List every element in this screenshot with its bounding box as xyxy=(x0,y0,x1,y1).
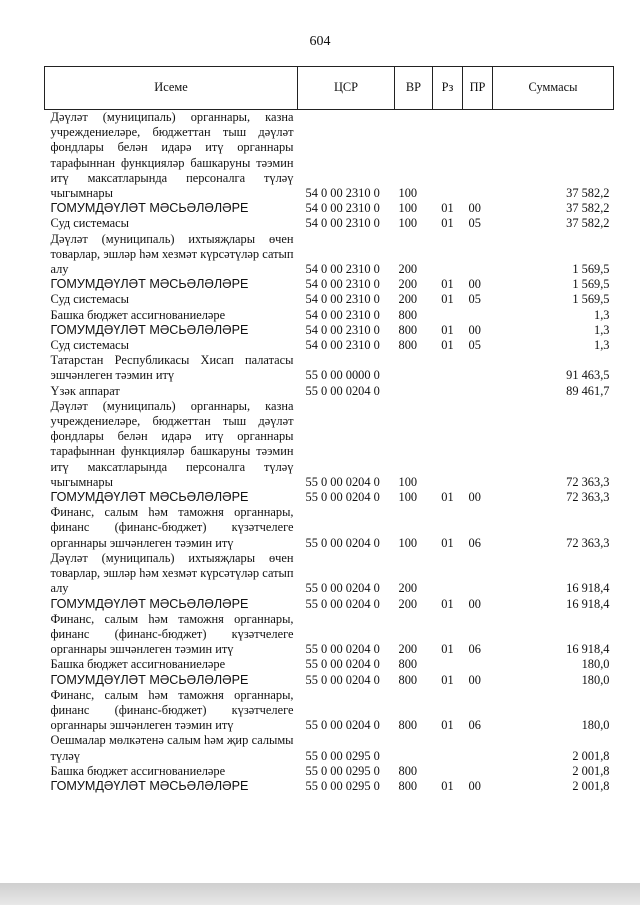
cell-sum: 180,0 xyxy=(581,672,610,687)
cell-vr: 100 xyxy=(398,474,418,489)
cell-name: Финанс, салым һәм таможня органнары, финанс (финанс-бюджет) күзәтчелеге органнары эшчәнлеген тәэмин итү xyxy=(50,505,294,550)
cell-csr: 54 0 00 2310 0 xyxy=(305,216,380,231)
cell-rz xyxy=(433,551,463,597)
cell-rz: 01 xyxy=(441,596,454,611)
cell-vr: 200 xyxy=(398,292,418,307)
cell-rz: 01 xyxy=(441,778,454,793)
table-row xyxy=(45,201,614,216)
table-row xyxy=(45,292,614,307)
cell-sum: 37 582,2 xyxy=(566,201,610,216)
cell-name: ГОМУМДӘҮЛӘТ МӘСЬӘЛӘЛӘРЕ xyxy=(50,277,249,292)
cell-pr: 05 xyxy=(468,292,481,307)
cell-sum: 1 569,5 xyxy=(572,262,610,277)
cell-name: Татарстан Республикасы Хисап палатасы эшчәнлеген тәэмин итү xyxy=(50,353,294,383)
cell-rz xyxy=(433,733,463,763)
cell-vr: 200 xyxy=(398,277,418,292)
cell-name: Суд системасы xyxy=(50,216,129,231)
table-body xyxy=(45,110,614,795)
cell-vr xyxy=(395,384,433,399)
cell-sum: 1,3 xyxy=(594,322,610,337)
cell-csr: 54 0 00 2310 0 xyxy=(305,186,380,201)
cell-csr: 54 0 00 2310 0 xyxy=(305,277,380,292)
cell-sum: 16 918,4 xyxy=(566,596,610,611)
cell-rz: 01 xyxy=(441,277,454,292)
cell-csr: 55 0 00 0295 0 xyxy=(305,778,380,793)
cell-sum: 180,0 xyxy=(581,657,610,672)
column-header-pr: ПР xyxy=(463,67,493,110)
table-row xyxy=(45,277,614,292)
cell-sum: 72 363,3 xyxy=(566,474,610,489)
cell-rz: 01 xyxy=(441,292,454,307)
cell-name: Башка бюджет ассигнованиеләре xyxy=(50,657,226,672)
column-header-vr: ВР xyxy=(395,67,433,110)
cell-csr: 55 0 00 0295 0 xyxy=(305,763,380,778)
scan-bottom-edge xyxy=(0,883,640,905)
cell-rz xyxy=(433,764,463,779)
cell-csr: 54 0 00 2310 0 xyxy=(305,201,380,216)
cell-vr: 800 xyxy=(398,338,418,353)
cell-vr: 200 xyxy=(398,642,418,657)
column-header-name: Исеме xyxy=(45,67,298,110)
cell-pr: 00 xyxy=(468,277,481,292)
cell-name: Үзәк аппарат xyxy=(50,383,120,398)
cell-rz: 01 xyxy=(441,672,454,687)
cell-name: Финанс, салым һәм таможня органнары, финанс (финанс-бюджет) күзәтчелеге органнары эшчәнлеген тәэмин итү xyxy=(50,687,294,733)
column-header-csr: ЦСР xyxy=(298,67,395,110)
cell-name: ГОМУМДӘҮЛӘТ МӘСЬӘЛӘЛӘРЕ xyxy=(50,490,249,505)
cell-sum: 72 363,3 xyxy=(566,490,610,505)
cell-vr: 800 xyxy=(398,322,418,337)
cell-rz: 01 xyxy=(441,216,454,231)
cell-vr: 800 xyxy=(398,778,418,793)
cell-csr: 55 0 00 0204 0 xyxy=(305,490,380,505)
cell-rz: 01 xyxy=(441,718,454,733)
cell-vr: 200 xyxy=(398,262,418,277)
cell-rz xyxy=(433,399,463,490)
table-row xyxy=(45,733,614,763)
cell-csr: 55 0 00 0204 0 xyxy=(305,596,380,611)
cell-name: Финанс, салым һәм таможня органнары, финанс (финанс-бюджет) күзәтчелеге органнары эшчәнлеген тәэмин итү xyxy=(50,611,294,657)
table-row xyxy=(45,490,614,505)
cell-name: ГОМУМДӘҮЛӘТ МӘСЬӘЛӘЛӘРЕ xyxy=(50,596,249,611)
cell-name: ГОМУМДӘҮЛӘТ МӘСЬӘЛӘЛӘРЕ xyxy=(50,672,249,687)
cell-sum: 1 569,5 xyxy=(572,292,610,307)
cell-csr: 55 0 00 0204 0 xyxy=(305,474,380,489)
cell-rz: 01 xyxy=(441,322,454,337)
table-row xyxy=(45,384,614,399)
cell-csr: 55 0 00 0204 0 xyxy=(305,383,380,398)
cell-name: Суд системасы xyxy=(50,292,129,307)
cell-sum: 37 582,2 xyxy=(566,216,610,231)
page-number: 604 xyxy=(309,34,331,49)
table-row xyxy=(45,688,614,734)
cell-csr: 55 0 00 0204 0 xyxy=(305,672,380,687)
cell-sum: 1,3 xyxy=(594,307,610,322)
cell-rz xyxy=(433,232,463,278)
cell-csr: 54 0 00 2310 0 xyxy=(305,322,380,337)
cell-csr: 55 0 00 0204 0 xyxy=(305,718,380,733)
cell-pr: 05 xyxy=(468,338,481,353)
cell-pr: 00 xyxy=(468,490,481,505)
cell-sum: 2 001,8 xyxy=(572,778,610,793)
cell-rz: 01 xyxy=(441,338,454,353)
cell-csr: 55 0 00 0204 0 xyxy=(305,581,380,596)
table-header xyxy=(45,67,614,110)
cell-name: Дәүләт (муниципаль) ихтыяҗлары өчен товарлар, эшләр һәм хезмәт күрсәтүләр сатып алу xyxy=(50,550,294,596)
table-row xyxy=(45,308,614,323)
table-row xyxy=(45,505,614,551)
cell-name: Дәүләт (муниципаль) органнары, казна учреждениеләре, бюджеттан тыш дәүләт фондлары белән идарә итү органнары тарафыннан функцияләр башкаруны тәэмин итү максатларында персоналга түләү чыгымнары xyxy=(50,110,294,201)
column-header-rz: Рз xyxy=(433,67,463,110)
table-row xyxy=(45,338,614,353)
cell-pr: 00 xyxy=(468,322,481,337)
cell-rz xyxy=(433,353,463,383)
cell-pr xyxy=(463,353,493,383)
cell-rz: 01 xyxy=(441,642,454,657)
cell-sum: 91 463,5 xyxy=(566,368,610,383)
cell-pr xyxy=(463,733,493,763)
table-row xyxy=(45,764,614,779)
cell-sum: 180,0 xyxy=(581,718,610,733)
cell-csr: 54 0 00 2310 0 xyxy=(305,262,380,277)
cell-pr xyxy=(463,384,493,399)
table-row xyxy=(45,232,614,278)
cell-sum: 1 569,5 xyxy=(572,277,610,292)
cell-pr: 00 xyxy=(468,672,481,687)
cell-pr: 06 xyxy=(468,535,481,550)
table-row xyxy=(45,551,614,597)
table-row xyxy=(45,597,614,612)
cell-pr xyxy=(463,399,493,490)
table-row xyxy=(45,673,614,688)
cell-vr: 200 xyxy=(398,581,418,596)
cell-csr: 54 0 00 2310 0 xyxy=(305,338,380,353)
cell-pr xyxy=(463,657,493,672)
cell-csr: 54 0 00 2310 0 xyxy=(305,307,380,322)
cell-sum: 16 918,4 xyxy=(566,642,610,657)
cell-vr: 800 xyxy=(398,307,418,322)
cell-vr: 800 xyxy=(398,763,418,778)
cell-csr: 55 0 00 0204 0 xyxy=(305,642,380,657)
table-row xyxy=(45,323,614,338)
cell-sum: 1,3 xyxy=(594,338,610,353)
cell-vr: 100 xyxy=(398,490,418,505)
cell-rz xyxy=(433,384,463,399)
column-header-sum: Суммасы xyxy=(493,67,614,110)
cell-pr xyxy=(463,232,493,278)
cell-sum: 16 918,4 xyxy=(566,581,610,596)
table-row xyxy=(45,216,614,231)
table-row xyxy=(45,612,614,658)
cell-sum: 2 001,8 xyxy=(572,748,610,763)
cell-csr: 55 0 00 0295 0 xyxy=(305,748,380,763)
cell-sum: 89 461,7 xyxy=(566,383,610,398)
table-row xyxy=(45,353,614,383)
cell-name: Башка бюджет ассигнованиеләре xyxy=(50,763,226,778)
cell-rz: 01 xyxy=(441,490,454,505)
table-row xyxy=(45,110,614,202)
cell-pr: 00 xyxy=(468,596,481,611)
cell-pr: 06 xyxy=(468,642,481,657)
cell-pr: 00 xyxy=(468,778,481,793)
cell-pr xyxy=(463,110,493,202)
cell-pr: 05 xyxy=(468,216,481,231)
cell-csr: 55 0 00 0000 0 xyxy=(305,368,380,383)
cell-pr xyxy=(463,551,493,597)
cell-name: Оешмалар мөлкәтенә салым һәм җир салымы түләү xyxy=(50,733,294,763)
cell-vr: 800 xyxy=(398,657,418,672)
cell-sum: 2 001,8 xyxy=(572,763,610,778)
cell-rz: 01 xyxy=(441,201,454,216)
cell-name: Суд системасы xyxy=(50,338,129,353)
cell-name: ГОМУМДӘҮЛӘТ МӘСЬӘЛӘЛӘРЕ xyxy=(50,322,249,337)
cell-name: Башка бюджет ассигнованиеләре xyxy=(50,307,226,322)
table-row xyxy=(45,779,614,794)
cell-name: Дәүләт (муниципаль) ихтыяҗлары өчен товарлар, эшләр һәм хезмәт күрсәтүләр сатып алу xyxy=(50,231,294,277)
cell-csr: 55 0 00 0204 0 xyxy=(305,535,380,550)
cell-pr: 06 xyxy=(468,718,481,733)
budget-table xyxy=(44,66,614,794)
table-row xyxy=(45,399,614,490)
cell-vr: 100 xyxy=(398,186,418,201)
cell-sum: 37 582,2 xyxy=(566,186,610,201)
cell-rz xyxy=(433,110,463,202)
cell-vr: 200 xyxy=(398,596,418,611)
cell-name: ГОМУМДӘҮЛӘТ МӘСЬӘЛӘЛӘРЕ xyxy=(50,778,249,793)
cell-vr: 100 xyxy=(398,216,418,231)
cell-rz xyxy=(433,657,463,672)
cell-pr xyxy=(463,308,493,323)
cell-rz xyxy=(433,308,463,323)
cell-sum: 72 363,3 xyxy=(566,535,610,550)
cell-vr: 800 xyxy=(398,718,418,733)
cell-pr: 00 xyxy=(468,201,481,216)
cell-pr xyxy=(463,764,493,779)
cell-vr: 100 xyxy=(398,535,418,550)
cell-vr: 800 xyxy=(398,672,418,687)
cell-csr: 54 0 00 2310 0 xyxy=(305,292,380,307)
table-row xyxy=(45,657,614,672)
cell-name: Дәүләт (муниципаль) органнары, казна учреждениеләре, бюджеттан тыш дәүләт фондлары белән идарә итү органнары тарафыннан функцияләр башкаруны тәэмин итү максатларында персоналга түләү чыгымнары xyxy=(50,398,294,489)
cell-vr xyxy=(395,733,433,763)
cell-vr xyxy=(395,353,433,383)
cell-vr: 100 xyxy=(398,201,418,216)
cell-name: ГОМУМДӘҮЛӘТ МӘСЬӘЛӘЛӘРЕ xyxy=(50,201,249,216)
cell-rz: 01 xyxy=(441,535,454,550)
cell-csr: 55 0 00 0204 0 xyxy=(305,657,380,672)
